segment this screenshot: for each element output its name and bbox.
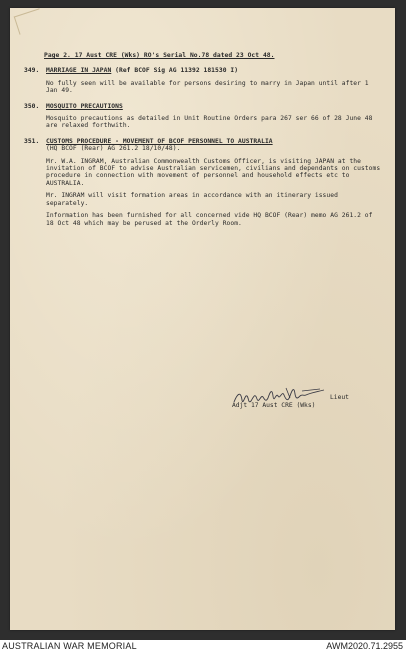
item-heading [24,67,382,74]
order-item-349 [24,67,382,94]
item-title: MARRIAGE IN JAPAN [46,67,112,75]
item-paragraph: Mr. INGRAM will visit formation areas in accordance with an itinerary issued separately. [46,192,338,207]
item-reference: (Ref BCOF Sig AG 11392 181530 I) [115,67,239,75]
item-number: 349. [24,67,40,75]
paper-fold-mark [14,8,46,34]
item-heading [24,103,382,110]
document-body [24,52,382,227]
item-number: 351. [24,137,40,145]
archive-footer [0,640,406,653]
signature-appointment: Adjt 17 Aust CRE (Wks) [232,402,316,409]
item-paragraph: Mosquito precautions as detailed in Unit Routine Orders para 267 ser 66 of 28 June 48 are relaxed forthwith. [46,115,373,130]
document-page [10,8,395,630]
item-paragraph: Information has been furnished for all concerned vide HQ BCOF (Rear) memo AG 261.2 of 18 Oct 48 which may be perused at the Orderly Room. [46,212,373,227]
document-header: Page 2. 17 Aust CRE (Wks) RO's Serial No.78 dated 23 Oct 48. [44,52,275,59]
item-number: 350. [24,102,40,110]
footer-accession-number: AWM2020.71.2955 [326,641,403,651]
footer-institution: AUSTRALIAN WAR MEMORIAL [2,641,137,651]
order-item-350 [24,103,382,130]
order-item-351 [24,138,382,227]
item-paragraph: No fully seen will be available for persons desiring to marry in Japan until after 1 Jan 49. [46,79,369,95]
signature-rank: Lieut [330,394,349,401]
item-heading [24,138,382,145]
item-paragraph: Mr. W.A. INGRAM, Australian Commonwealth Customs Officer, is visiting JAPAN at the invitation of BCOF to advise Australian servicemen, civilians and dependants on customs procedure in connection with movement of personnel and household effects etc to AUSTRALIA. [46,157,381,187]
item-title: MOSQUITO PRECAUTIONS [46,102,123,110]
signature-block [232,384,372,418]
item-title: CUSTOMS PROCEDURE - MOVEMENT OF BCOF PERSONNEL TO AUSTRALIA [46,137,273,145]
item-reference: (HQ BCOF (Rear) AG 261.2 18/10/48). [46,145,181,153]
